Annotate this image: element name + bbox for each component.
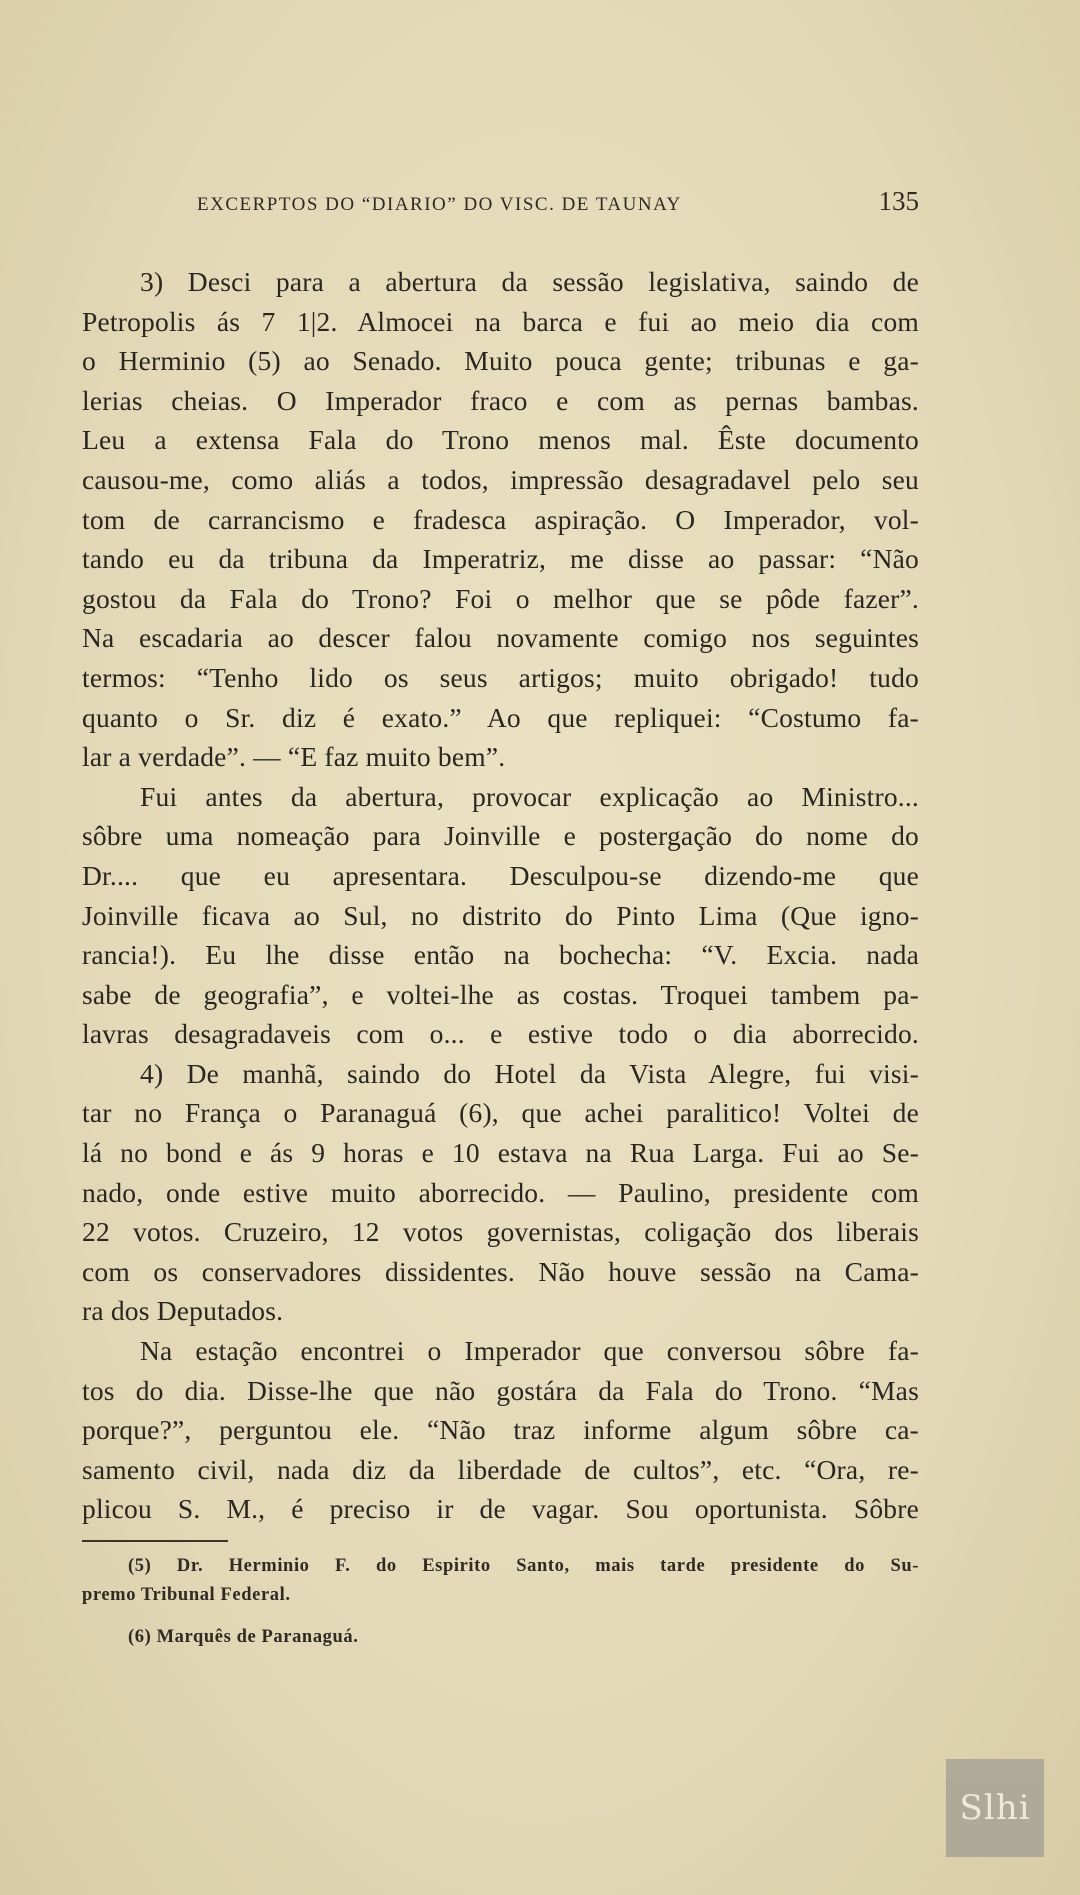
text-line: Petropolis ás 7 1|2. Almocei na barca e fui ao meio dia com bbox=[82, 305, 919, 337]
body-text bbox=[82, 262, 919, 1529]
text-line: tar no França o Paranaguá (6), que achei paralitico! Voltei de bbox=[82, 1097, 919, 1129]
text-line: tando eu da tribuna da Imperatriz, me disse ao passar: “Não bbox=[82, 543, 919, 575]
footnote-line: premo Tribunal Federal. bbox=[82, 1585, 291, 1605]
text-line: sôbre uma nomeação para Joinville e postergação do nome do bbox=[82, 820, 919, 852]
text-line: lerias cheias. O Imperador fraco e com as pernas bambas. bbox=[82, 384, 919, 416]
running-head: EXCERPTOS DO “DIARIO” DO VISC. DE TAUNAY bbox=[197, 194, 682, 215]
text-line: com os conservadores dissidentes. Não houve sessão na Cama- bbox=[82, 1255, 919, 1287]
text-line: 3) Desci para a abertura da sessão legislativa, saindo de bbox=[140, 266, 919, 297]
text-line: o Herminio (5) ao Senado. Muito pouca gente; tribunas e ga- bbox=[82, 345, 919, 377]
footnote-line: (5) Dr. Herminio F. do Espirito Santo, mais tarde presidente do Su- bbox=[128, 1556, 919, 1576]
page-number: 135 bbox=[878, 186, 919, 216]
text-line: Fui antes da abertura, provocar explicação ao Ministro... bbox=[140, 780, 919, 812]
text-line: gostou da Fala do Trono? Foi o melhor que se pôde fazer”. bbox=[82, 582, 919, 614]
text-line: lar a verdade”. — “E faz muito bem”. bbox=[82, 741, 506, 773]
text-line: nado, onde estive muito aborrecido. — Paulino, presidente com bbox=[82, 1176, 919, 1208]
text-line: 4) De manhã, saindo do Hotel da Vista Alegre, fui visi- bbox=[140, 1057, 919, 1089]
library-stamp bbox=[946, 1759, 1044, 1857]
text-line: tos do dia. Disse-lhe que não gostára da Fala do Trono. “Mas bbox=[82, 1374, 919, 1406]
text-line: lá no bond e ás 9 horas e 10 estava na Rua Larga. Fui ao Se- bbox=[82, 1137, 919, 1169]
text-line: causou-me, como aliás a todos, impressão desagradavel pelo seu bbox=[82, 463, 919, 495]
text-line: lavras desagradaveis com o... e estive todo o dia aborrecido. bbox=[82, 1018, 919, 1050]
footnote-line: (6) Marquês de Paranaguá. bbox=[128, 1627, 359, 1647]
text-line: termos: “Tenho lido os seus artigos; muito obrigado! tudo bbox=[82, 661, 919, 693]
footnote-divider bbox=[82, 1540, 228, 1542]
stamp-text: Slhi bbox=[959, 1788, 1031, 1828]
text-line: rancia!). Eu lhe disse então na bochecha: “V. Excia. nada bbox=[82, 939, 919, 971]
text-line: plicou S. M., é preciso ir de vagar. Sou oportunista. Sôbre bbox=[82, 1493, 919, 1525]
text-line: Na escadaria ao descer falou novamente comigo nos seguintes bbox=[82, 622, 919, 654]
text-line: quanto o Sr. diz é exato.” Ao que repliquei: “Costumo fa- bbox=[82, 701, 919, 733]
text-line: Leu a extensa Fala do Trono menos mal. Êste documento bbox=[82, 424, 919, 456]
text-line: 22 votos. Cruzeiro, 12 votos governistas, coligação dos liberais bbox=[82, 1216, 919, 1248]
text-line: porque?”, perguntou ele. “Não traz informe algum sôbre ca- bbox=[82, 1414, 919, 1446]
text-line: Dr.... que eu apresentara. Desculpou-se dizendo-me que bbox=[82, 859, 919, 891]
text-line: Joinville ficava ao Sul, no distrito do Pinto Lima (Que igno- bbox=[82, 899, 919, 931]
text-line: samento civil, nada diz da liberdade de cultos”, etc. “Ora, re- bbox=[82, 1453, 919, 1485]
text-line: tom de carrancismo e fradesca aspiração. O Imperador, vol- bbox=[82, 503, 919, 535]
text-line: sabe de geografia”, e voltei-lhe as costas. Troquei tambem pa- bbox=[82, 978, 919, 1010]
footnotes bbox=[82, 1552, 919, 1652]
page-header bbox=[197, 186, 919, 217]
text-line: Na estação encontrei o Imperador que conversou sôbre fa- bbox=[140, 1335, 919, 1367]
text-line: ra dos Deputados. bbox=[82, 1295, 284, 1327]
